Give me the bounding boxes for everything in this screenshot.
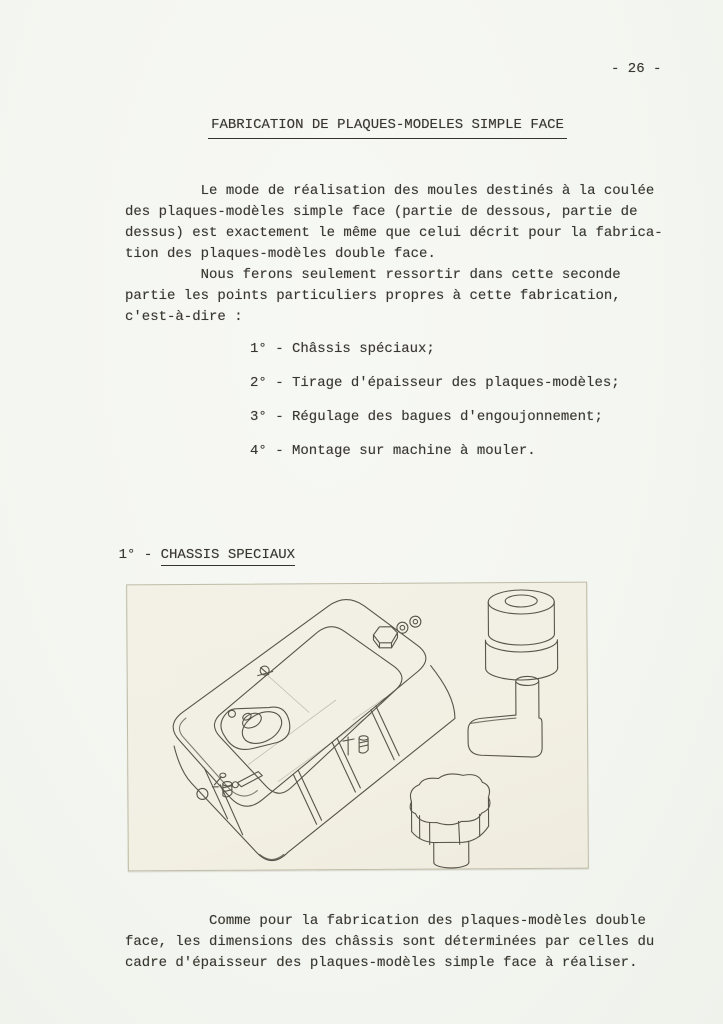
flask-drawing [172, 599, 455, 861]
paragraph-conclusion: Comme pour la fabrication des plaques-modèles double face, les dimensions des châssis sont déterminées par celles du cadre d'épaisseur des plaques-modèles simple face à réaliser. [125, 913, 655, 971]
paragraph-intro: Le mode de réalisation des moules destinés à la coulée des plaques-modèles simple face (partie de dessous, partie de dessus) est exactement le même que celui décrit pour la fabrica- tion des plaques-modèles double face. [125, 183, 663, 262]
list-item: 2° - Tirage d'épaisseur des plaques-modèles; [250, 375, 620, 391]
knob-drawing [410, 774, 490, 868]
figure-frame [126, 582, 589, 872]
list-item: 1° - Châssis spéciaux; [250, 341, 435, 357]
section-title: CHASSIS SPECIAUX [161, 547, 295, 566]
page-number: - 26 - [611, 61, 662, 77]
bracket-pin-drawing [468, 676, 542, 757]
section-number: 1° - [118, 547, 161, 563]
section-heading [85, 524, 295, 587]
document-title: FABRICATION DE PLAQUES-MODELES SIMPLE FACE [208, 115, 567, 139]
title-row [125, 115, 650, 139]
paragraph-note: Nous ferons seulement ressortir dans cette seconde partie les points particuliers propres à cette fabrication, c'est-à-dire : [125, 267, 621, 325]
list-item: 3° - Régulage des bagues d'engoujonnement; [250, 409, 603, 425]
bushing-drawing [485, 590, 558, 680]
chassis-technical-drawing [127, 583, 590, 873]
points-list [250, 339, 620, 475]
list-item: 4° - Montage sur machine à mouler. [250, 443, 536, 459]
